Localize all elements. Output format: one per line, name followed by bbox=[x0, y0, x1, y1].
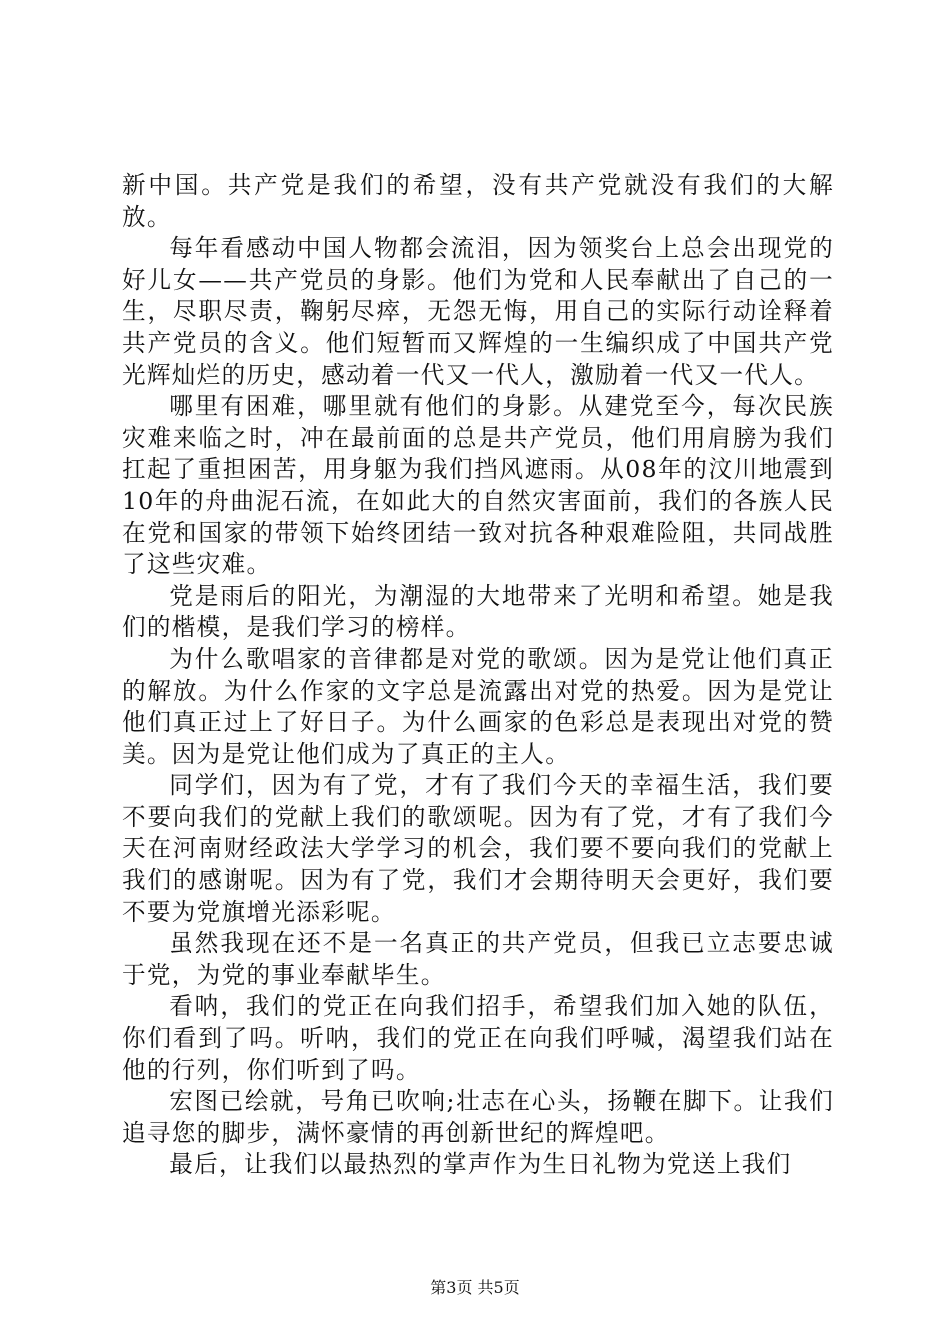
paragraph-10: 最后，让我们以最热烈的掌声作为生日礼物为党送上我们 bbox=[169, 1150, 792, 1179]
paragraph-1: 新中国。共产党是我们的希望，没有共产党就没有我们的大解放。 bbox=[122, 171, 834, 231]
paragraph-3: 哪里有困难，哪里就有他们的身影。从建党至今，每次民族灾难来临之时，冲在最前面的总是共产党员，他们用肩膀为我们扛起了重担困苦，用身躯为我们挡风遮雨。从08年的汶川地震到10年的舟曲泥石流，在如此大的自然灾害面前，我们的各族人民在党和国家的带领下始终团结一致对抗各种艰难险阻，共同战胜了这些灾难。 bbox=[122, 392, 834, 579]
page-number-footer: 第3页 共5页 bbox=[430, 1278, 520, 1297]
paragraph-9: 宏图已绘就，号角已吹响;壮志在心头，扬鞭在脚下。让我们追寻您的脚步，满怀豪情的再创新世纪的辉煌吧。 bbox=[122, 1087, 834, 1147]
document-body bbox=[122, 170, 834, 1181]
paragraph-7: 虽然我现在还不是一名真正的共产党员，但我已立志要忠诚于党，为党的事业奉献毕生。 bbox=[122, 929, 834, 989]
paragraph-5: 为什么歌唱家的音律都是对党的歌颂。因为是党让他们真正的解放。为什么作家的文字总是流露出对党的热爱。因为是党让他们真正过上了好日子。为什么画家的色彩总是表现出对党的赞美。因为是党让他们成为了真正的主人。 bbox=[122, 644, 834, 768]
paragraph-8: 看呐，我们的党正在向我们招手，希望我们加入她的队伍，你们看到了吗。听呐，我们的党正在向我们呼喊，渴望我们站在他的行列，你们听到了吗。 bbox=[122, 992, 834, 1084]
paragraph-4: 党是雨后的阳光，为潮湿的大地带来了光明和希望。她是我们的楷模，是我们学习的榜样。 bbox=[122, 581, 834, 642]
paragraph-2: 每年看感动中国人物都会流泪，因为领奖台上总会出现党的好儿女——共产党员的身影。他们为党和人民奉献出了自己的一生，尽职尽责，鞠躬尽瘁，无怨无悔，用自己的实际行动诠释着共产党员的含义。他们短暂而又辉煌的一生编织成了中国共产党光辉灿烂的历史，感动着一代又一代人，激励着一代又一代人。 bbox=[122, 234, 834, 389]
paragraph-6: 同学们，因为有了党，才有了我们今天的幸福生活，我们要不要向我们的党献上我们的歌颂呢。因为有了党，才有了我们今天在河南财经政法大学学习的机会，我们要不要向我们的党献上我们的感谢呢。因为有了党，我们才会期待明天会更好，我们要不要为党旗增光添彩呢。 bbox=[122, 771, 834, 926]
